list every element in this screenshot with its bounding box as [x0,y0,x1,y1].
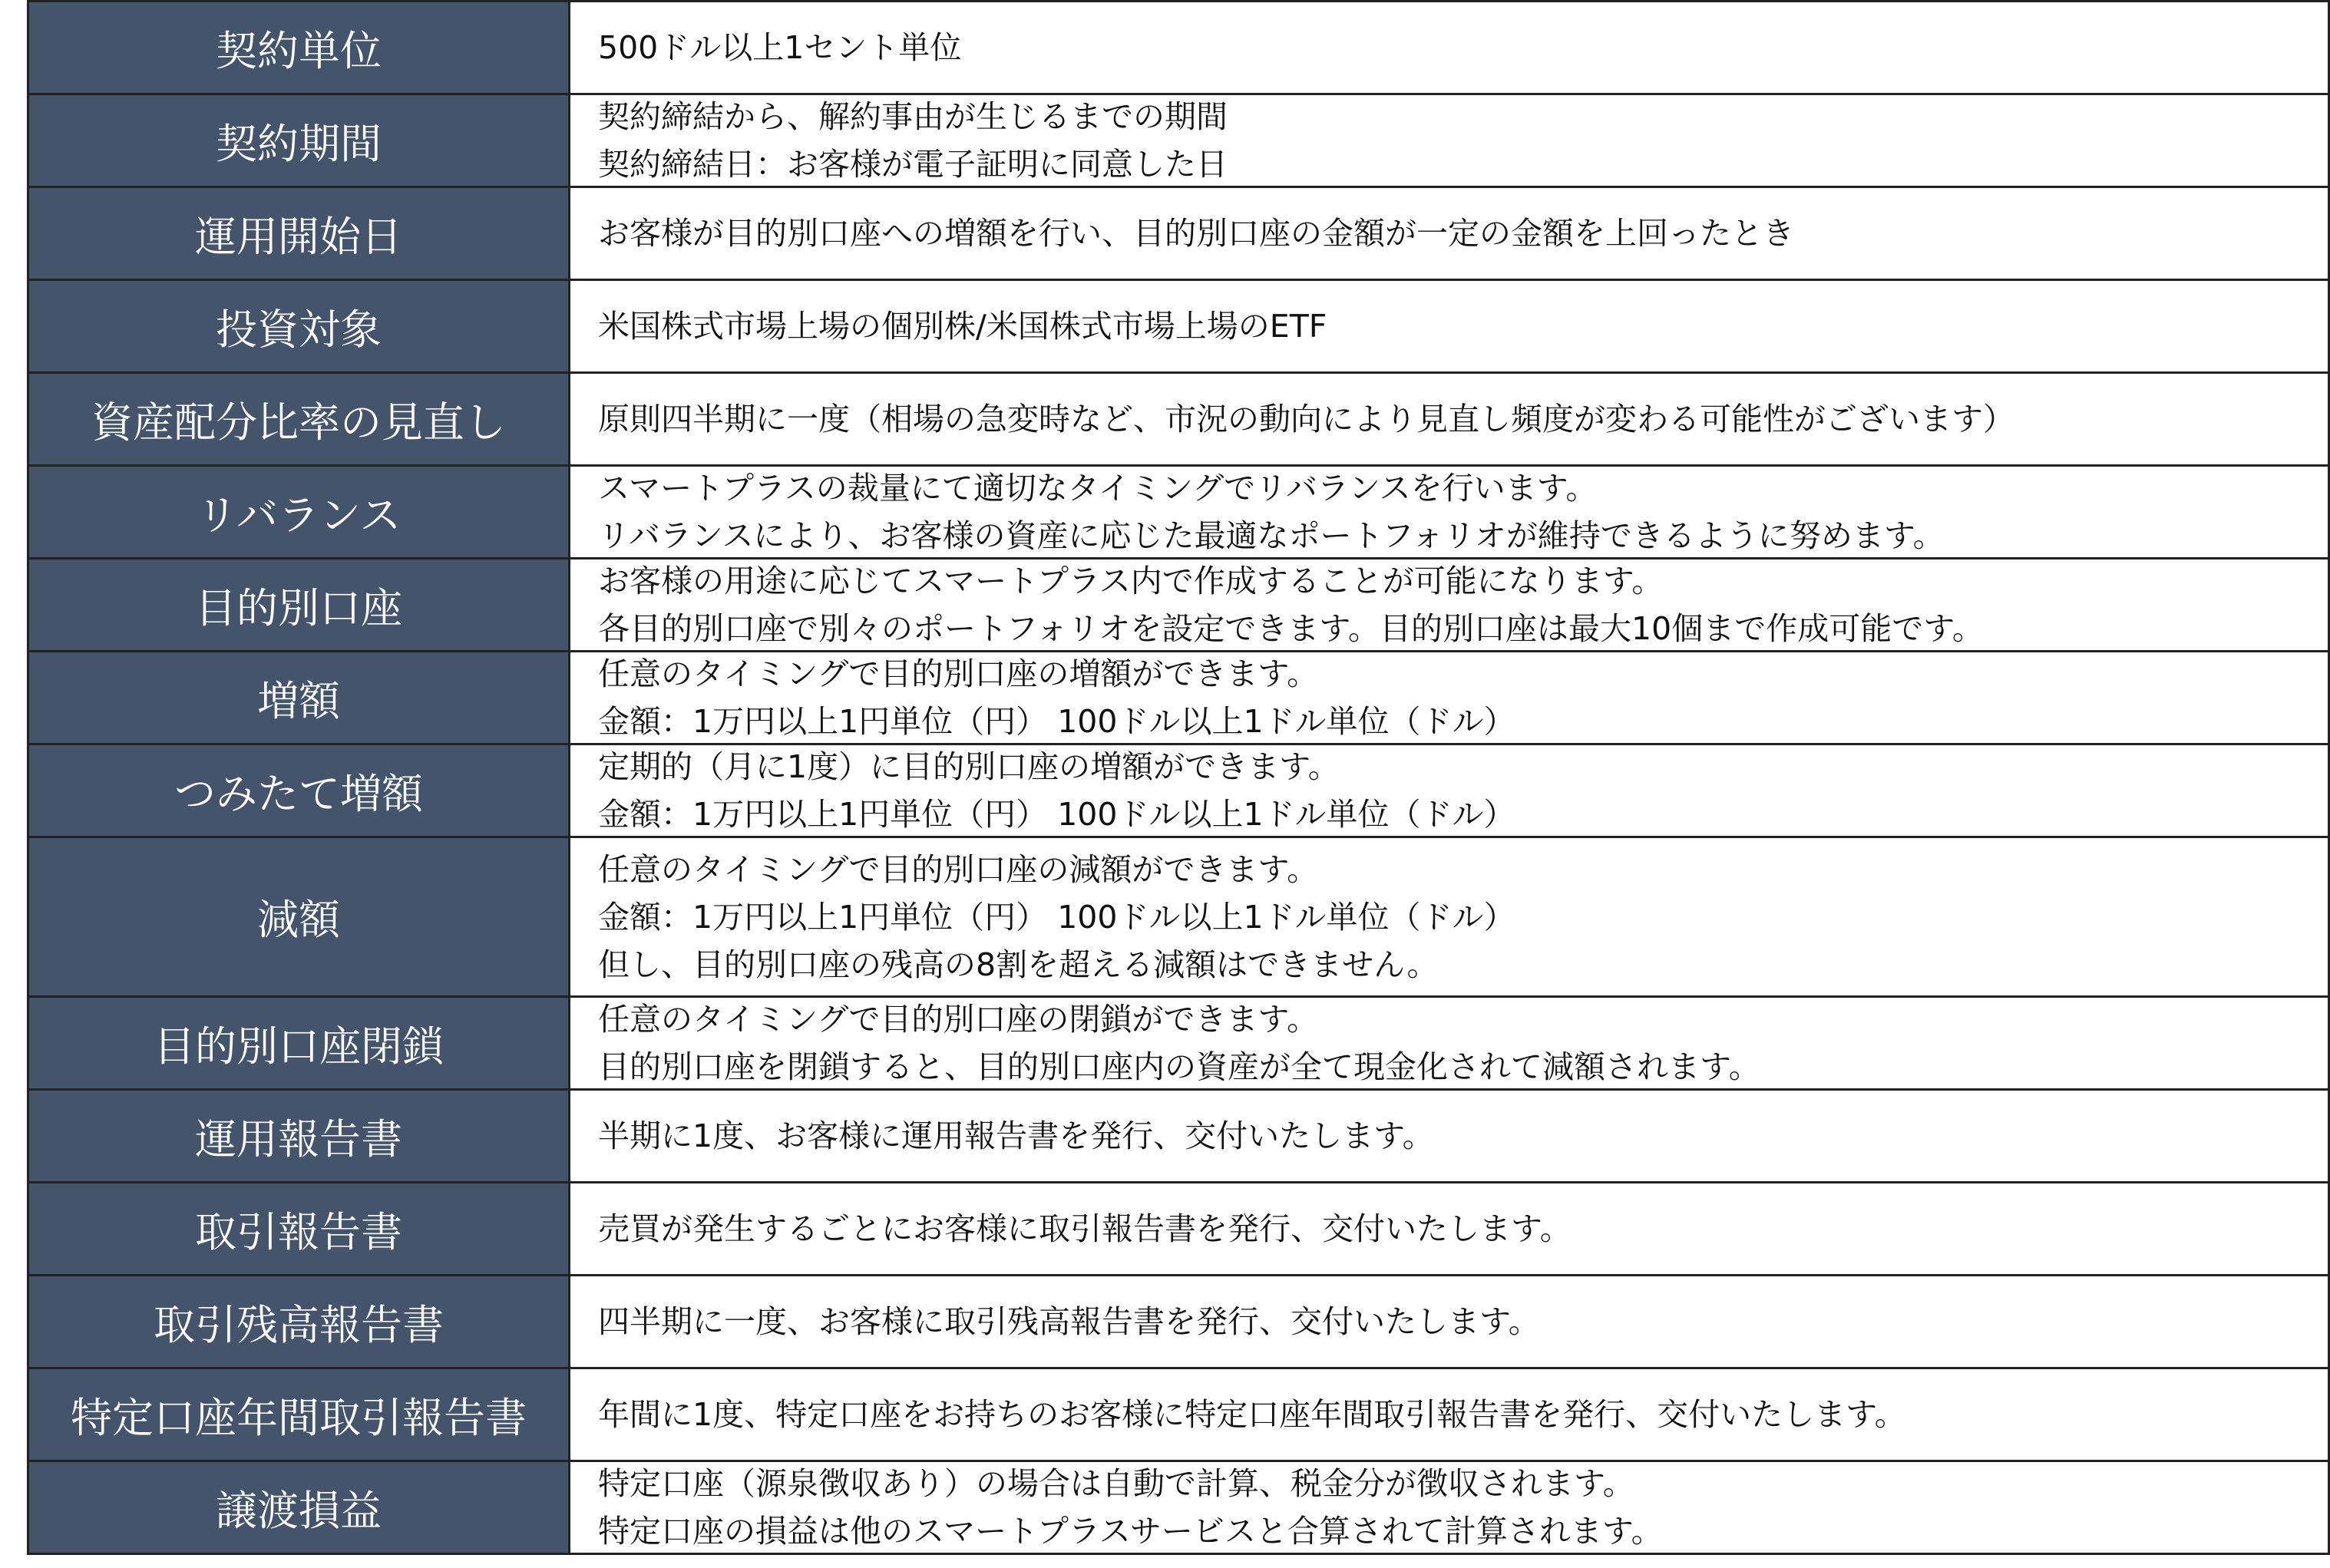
table-row [27,745,2330,838]
table-row [27,374,2330,467]
content-line: 500ドル以上1セント単位 [598,29,962,66]
content-line: 四半期に一度、お客様に取引残高報告書を発行、交付いたします。 [598,1303,1540,1340]
row-content [570,374,2330,464]
row-header: 投資対象 [27,281,570,371]
content-line: 定期的（月に1度）に目的別口座の増額ができます。 [598,748,1340,785]
row-content [570,2,2330,93]
row-header: 増額 [27,652,570,743]
row-content [570,1091,2330,1181]
table-row [27,998,2330,1091]
content-line: 売買が発生するごとにお客様に取引報告書を発行、交付いたします。 [598,1210,1572,1247]
row-header: 目的別口座 [27,560,570,650]
row-header: 取引残高報告書 [27,1276,570,1367]
content-line: 任意のタイミングで目的別口座の減額ができます。 [598,850,1319,888]
row-header: 目的別口座閉鎖 [27,998,570,1088]
table-row [27,1091,2330,1183]
table-row [27,1183,2330,1276]
row-content [570,95,2330,186]
content-line: 契約締結から、解約事由が生じるまでの期間 [598,98,1228,135]
content-line: お客様の用途に応じてスマートプラス内で作成することが可能になります。 [598,563,1664,599]
table-row [27,1369,2330,1462]
table-row [27,467,2330,560]
content-line: スマートプラスの裁量にて適切なタイミングでリバランスを行います。 [598,470,1598,507]
table-row [27,1462,2330,1555]
row-header: 資産配分比率の見直し [27,374,570,464]
content-line: 目的別口座を閉鎖すると、目的別口座内の資産が全て現金化されて減額されます。 [598,1048,1760,1085]
table-row [27,95,2330,188]
content-line: 金額：1万円以上1円単位（円） 100ドル以上1ドル単位（ドル） [598,796,1515,833]
row-content [570,1462,2330,1553]
table-row [27,188,2330,281]
row-header: 契約単位 [27,2,570,93]
row-header: 譲渡損益 [27,1462,570,1553]
table-row [27,838,2330,998]
row-header: 特定口座年間取引報告書 [27,1369,570,1460]
table-row [27,2,2330,95]
content-line: 年間に1度、特定口座をお持ちのお客様に特定口座年間取引報告書を発行、交付いたします。 [598,1396,1906,1433]
row-content [570,1183,2330,1274]
row-content [570,998,2330,1088]
row-content [570,1369,2330,1460]
row-content [570,281,2330,371]
row-content [570,745,2330,836]
content-line: 任意のタイミングで目的別口座の閉鎖ができます。 [598,1001,1319,1038]
row-header: 契約期間 [27,95,570,186]
row-header: リバランス [27,467,570,557]
content-line: 金額：1万円以上1円単位（円） 100ドル以上1ドル単位（ドル） [598,703,1515,740]
table-row [27,560,2330,652]
content-line: 半期に1度、お客様に運用報告書を発行、交付いたします。 [598,1117,1434,1154]
content-line: 原則四半期に一度（相場の急変時など、市況の動向により見直し頻度が変わる可能性がございます） [598,401,2014,437]
content-line: 任意のタイミングで目的別口座の増額ができます。 [598,655,1319,692]
content-line: リバランスにより、お客様の資産に応じた最適なポートフォリオが維持できるように努めます。 [598,517,1945,554]
row-header: 減額 [27,838,570,995]
content-line: 特定口座の損益は他のスマートプラスサービスと合算されて計算されます。 [598,1513,1663,1550]
content-line: 各目的別口座で別々のポートフォリオを設定できます。目的別口座は最大10個まで作成可能です。 [598,610,1984,647]
table-row [27,281,2330,374]
terms-table [27,0,2330,1555]
table-row [27,1276,2330,1369]
content-line: 金額：1万円以上1円単位（円） 100ドル以上1ドル単位（ドル） [598,898,1515,936]
content-line: 米国株式市場上場の個別株/米国株式市場上場のETF [598,308,1327,345]
row-content [570,652,2330,743]
content-line: 契約締結日：お客様が電子証明に同意した日 [598,146,1228,183]
row-content [570,560,2330,650]
row-header: 運用報告書 [27,1091,570,1181]
content-line: 特定口座（源泉徴収あり）の場合は自動で計算、税金分が徴収されます。 [598,1465,1634,1502]
row-header: つみたて増額 [27,745,570,836]
table-row [27,652,2330,745]
row-content [570,838,2330,995]
row-header: 運用開始日 [27,188,570,279]
content-line: お客様が目的別口座への増額を行い、目的別口座の金額が一定の金額を上回ったとき [598,215,1794,252]
row-content [570,1276,2330,1367]
content-line: 但し、目的別口座の残高の8割を超える減額はできません。 [598,946,1439,983]
row-content [570,467,2330,557]
row-content [570,188,2330,279]
row-header: 取引報告書 [27,1183,570,1274]
